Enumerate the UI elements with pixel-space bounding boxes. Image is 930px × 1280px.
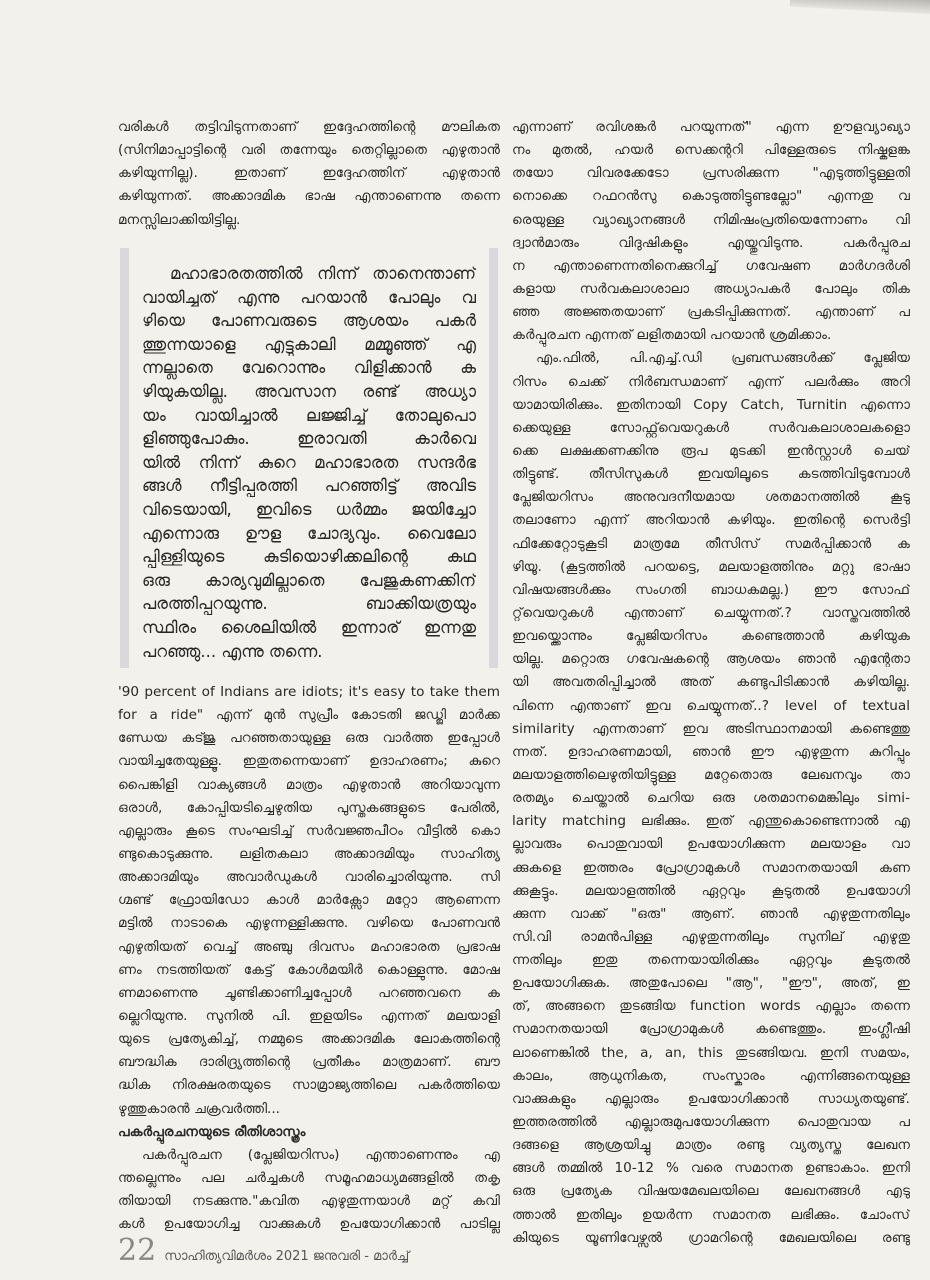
- text-line: യുടെ പ്രത്യേകിച്ച്, നമ്മുടെ അക്കാദമിക ലോകത്തിന്റെ: [118, 1031, 500, 1048]
- text-line: ദ്ധിക നിരക്ഷരതയുടെ സാമ്രാജ്യത്തിലെ പകർത്തിയെ: [118, 1077, 500, 1094]
- quote-line: പ്പിള്ളിയുടെ കുടിയൊഴിക്കലിന്റെ കഥ: [142, 547, 476, 567]
- text-line: എഴുതിയത് വെച്ച് അഞ്ചു ദിവസം മഹാഭാരത പ്രഭാഷ: [118, 938, 500, 955]
- text-line: എന്നാണ് രവിശങ്കർ പറയുന്നത്" എന്ന ഊളവ്യാഖ്യാ: [512, 119, 910, 135]
- text-line: ണം നടത്തിയത് കേട്ട് കോൾമയിർ കൊള്ളുന്നു. മോഷ: [118, 961, 500, 978]
- text-line: നം മുതൽ, ഹയർ സെക്കന്ററി പിള്ളേരുടെ നിഷ്കളങ്ക: [512, 142, 910, 159]
- text-line: കാലം, ആധുനികത, സംസ്കാരം എന്നിങ്ങനെയുള്ള: [512, 1067, 910, 1084]
- text-line: ഞ്ഞ അജ്ഞതയാണ് പ്രകടിപ്പിക്കുന്നത്. എന്താണ് പ: [512, 304, 910, 321]
- text-line: കിയുടെ യൂണിവേഴ്സൽ ഗ്രാമറിന്റെ മേഖലയിലെ രണ്ടു: [512, 1229, 910, 1246]
- quote-line: ന്നല്ലാതെ വേറൊന്നും വിളിക്കാൻ ക: [142, 358, 476, 378]
- text-line: വിഷയങ്ങൾക്കും സംഗതി ബാധകമല്ല.) ഈ സോഫ്: [512, 581, 910, 598]
- page-footer: [118, 1233, 410, 1268]
- text-line: ക്കെ ലക്ഷക്കണക്കിനു രൂപ മുടക്കി ഇൻസ്റ്റാൾ ചെയ്: [512, 442, 910, 459]
- text-line: പിന്നെ എന്താണ് ഇവ ചെയ്യുന്നത്..? level of textual: [512, 697, 910, 714]
- pull-quote-right-bar: [489, 248, 498, 668]
- text-line: മലയാളത്തിലെഴുതിയിട്ടുള്ള മറ്റേതൊരു ലേഖനവും താ: [512, 766, 910, 783]
- text-line: റ്റ്‌വെയറുകൾ എന്താണ് ചെയ്യുന്നത്.? വാസ്തവത്തിൽ: [512, 604, 910, 621]
- text-line: ക്കെയുള്ള സോഫ്റ്റ്‌വെയറുകൾ സർവകലാശാലകളൊ: [512, 419, 910, 436]
- text-line: കർപ്പുരചന എന്നത് ലളിതമായി പറയാൻ ശ്രമിക്കാം.: [512, 327, 832, 344]
- text-line: കഴിയുന്നില്ല). ഇതാണ് ഇദ്ദേഹത്തിന് എഴുതാൻ: [118, 165, 500, 182]
- text-line: റിസം ചെക്ക് നിർബന്ധമാണ് എന്ന് പലർക്കും അറി: [512, 373, 910, 390]
- text-line: ബൗദ്ധിക ദാരിദ്ര്യത്തിന്റെ പ്രതീകം മാത്രമാണ്. ബൗ: [118, 1054, 500, 1071]
- text-line: എല്ലാരും കൂടെ സംഘടിച്ച് സർവജ്ഞപീഠം വീട്ടിൽ കൊ: [118, 822, 500, 839]
- text-line: ത്താൽ ഇതിലും ഉയർന്ന സമാനത ലഭിക്കും. ചോംസ്: [512, 1206, 910, 1223]
- text-line: similarity എന്നതാണ് ഇവ അടിസ്ഥാനമായി കണ്ടെത്തു: [512, 720, 910, 737]
- text-line: മനസ്സിലാക്കിയിട്ടില്ല.: [118, 211, 241, 228]
- text-line: ദ്വാൻമാരും വിദുഷികളും എയ്തുവിടുന്നു. പകർപ്പുരച: [512, 234, 910, 251]
- left-column-intro: [118, 116, 500, 232]
- text-line: ഉപയോഗിക്കുക. അതുപോലെ "ആ", "ഈ", അത്, ഇ: [512, 975, 910, 992]
- text-line: ണ്ടുകൊടുക്കുന്നു. ലളിതകലാ അക്കാദമിയും സാഹിത്യ: [118, 845, 500, 862]
- quote-line: ഒരു കാര്യവുമില്ലാതെ പേജുകണക്കിന്: [142, 570, 476, 590]
- quote-line: സ്ഥിരം ശൈലിയിൽ ഇന്നാര് ഇന്നതു: [142, 617, 476, 637]
- text-line: ത്, അങ്ങനെ തുടങ്ങിയ function words എല്ലാം തന്നെ: [512, 998, 910, 1015]
- text-line: പകർപ്പുരചന (പ്ലേജിയറിസം) എന്താണെന്നും എ: [142, 1146, 500, 1163]
- text-line: രതമ്യം ചെയ്താൽ ചെറിയ ഒരു ശതമാനമെങ്കിലും simi-: [512, 790, 910, 807]
- quote-line: എന്നൊരു ഊള ചോദ്യവും. വൈലോ: [142, 523, 476, 543]
- text-line: നൊക്കെ റഫറൻസു കൊടുത്തിട്ടുണ്ടല്ലോ" എന്നതു വ: [512, 188, 910, 205]
- text-line: യാമായിരിക്കും. ഇതിനായി Copy Catch, Turnitin എന്നൊ: [512, 396, 910, 413]
- section-heading: പകർപ്പുരചനയുടെ രീതിശാസ്ത്രം: [118, 1123, 306, 1140]
- left-column-body: [118, 681, 500, 1236]
- text-line: തിട്ടുണ്ട്. തീസിസുകൾ ഇവയിലൂടെ കടത്തിവിടുമ്പോൾ: [512, 466, 910, 483]
- text-line: അക്കാദമിയും അവാർഡുകൾ വാരിച്ചൊരിയുന്നു. സി: [118, 869, 500, 886]
- text-line: ക്കുകളെ ഇത്തരം പ്രോഗ്രാമുകൾ സമാനതയായി കണ: [512, 859, 910, 876]
- quote-line: ങ്ങൾ നീട്ടിപ്പരത്തി പറഞ്ഞിട്ട് അവിട: [142, 476, 476, 496]
- text-line: ഴിയൂ. (കൂട്ടത്തിൽ പറയട്ടെ, മലയാളത്തിനും മറ്റു ഭാഷാ: [512, 558, 910, 575]
- text-line: ദങ്ങളെ ആശ്രയിച്ചു മാത്രം രണ്ടു വ്യത്യസ്ത ലേഖന: [512, 1137, 910, 1154]
- text-line: മട്ടിൽ നാടാകെ എഴുന്നള്ളിക്കുന്നു. വഴിയെ പോണവൻ: [118, 915, 500, 932]
- text-line: ലാണെങ്കിൽ the, a, an, this തുടങ്ങിയവ. ഇനി സമയം,: [512, 1044, 910, 1061]
- text-line: വായിച്ചതേയുള്ളൂ. ഇതുതന്നെയാണ് ഉദാഹരണം; കുറെ: [118, 753, 500, 770]
- text-line: യി അവതരിപ്പിച്ചാൽ അത് കണ്ടുപിടിക്കാൻ കഴിയില്ല.: [512, 674, 910, 691]
- text-line: തയോ വിവരക്കേടോ പ്രസരിക്കുന്ന "എടുത്തിട്ടുള്ളതി: [512, 165, 910, 182]
- quote-line: മഹാഭാരതത്തിൽ നിന്ന് താനെന്താണ്: [170, 264, 476, 283]
- text-line: തലാണോ എന്ന് അറിയാൻ കഴിയും. ഇതിന്റെ സെർട്ടി: [512, 512, 910, 529]
- text-line: ണ്ഡേയ കട്ജു പറഞ്ഞതായുള്ള ഒരു വാർത്ത ഇപ്പോൾ: [118, 730, 500, 747]
- text-line: larity matching ലഭിക്കും. ഇത് എന്തുകൊണ്ടെന്നാൽ എ: [512, 813, 910, 830]
- text-line: ഗ്മണ്ട് ഫ്രോയിഡോ കാൾ മാർക്സോ മറ്റോ ആണെന്ന: [118, 892, 500, 909]
- scan-edge-shadow: [790, 0, 930, 14]
- text-line: ന എന്താണെന്നതിനെക്കുറിച്ച് ഗവേഷണ മാർഗദർശി: [512, 257, 910, 274]
- text-line: '90 percent of Indians are idiots; it's easy to take them: [118, 684, 500, 700]
- quote-line: യം വായിച്ചാൽ ലജ്ജിച്ച് തോലുപൊ: [142, 405, 476, 425]
- right-column-body: [512, 116, 910, 1250]
- text-line: ന്നതിലും ഇതു തന്നെയായിരിക്കും ഏറ്റവും കൂടുതൽ: [512, 952, 910, 969]
- text-line: കളായ സർവകലാശാലാ അധ്യാപകർ പോലും തിക: [512, 280, 910, 297]
- text-line: പ്ലേജിയറിസം അനുവദനീയമായ ശതമാനത്തിൽ കൂടു: [512, 489, 910, 506]
- quote-line: ഴിയെ പോണവരുടെ ആശയം പകർ: [142, 311, 476, 331]
- text-line: തിയായി നടക്കുന്നു."കവിത എഴുതുന്നയാൾ മറ്റ് കവി: [118, 1193, 500, 1210]
- pull-quote-left-bar: [120, 248, 129, 668]
- text-line: for a ride" എന്ന് മുൻ സുപ്രീം കോടതി ജഡ്ജി മാർക്ക: [118, 707, 500, 724]
- magazine-issue: സാഹിത്യവിമർശം 2021 ജനുവരി - മാർച്ച്: [164, 1249, 410, 1264]
- text-line: പൈങ്കിളി വാക്യങ്ങൾ മാത്രം എഴുതാൻ അറിയാവുന്ന: [118, 776, 500, 793]
- text-line: യില്ല. മറ്റൊരു ഗവേഷകന്റെ ആശയം ഞാൻ എന്റേതാ: [512, 651, 910, 668]
- text-line: ക്കുകൂട്ടും. മലയാളത്തിൽ ഏറ്റവും കൂടുതൽ ഉപയോഗി: [512, 882, 910, 899]
- text-line: വാക്കുകളും എല്ലാരും ഉപയോഗിക്കാൻ സാധ്യതയുണ്ട്.: [512, 1090, 910, 1107]
- text-line: സമാനതയായി പ്രോഗ്രാമുകൾ കണ്ടെത്തും. ഇംഗ്ലീഷി: [512, 1021, 910, 1038]
- quote-line: പറഞ്ഞു... എന്നു തന്നെ.: [142, 641, 323, 661]
- text-line: രെയുള്ള വ്യാഖ്യാനങ്ങൾ നിമിഷംപ്രതിയെന്നോണം വി: [512, 211, 910, 228]
- text-line: കഴിയുന്നത്. അക്കാദമിക ഭാഷ എന്താണെന്നു തന്നെ: [118, 188, 500, 205]
- text-line: ഴുത്തുകാരൻ ചക്രവർത്തി...: [118, 1100, 281, 1117]
- pull-quote: [120, 248, 498, 668]
- quote-line: ത്തുന്നയാളെ എട്ടുകാലി മമ്മൂഞ്ഞ് എ: [142, 334, 476, 354]
- text-line: ക്കുന്ന വാക്ക് "ഒരു" ആണ്. ഞാൻ എഴുതുന്നതിലും: [512, 905, 910, 922]
- text-line: ങ്ങൾ തമ്മിൽ 10-12 % വരെ സമാനത ഉണ്ടാകാം. ഇനി: [512, 1160, 910, 1177]
- text-line: ഒരാൾ, കോപ്പിയടിച്ചെഴുതിയ പുസ്തകങ്ങളുടെ പേരിൽ,: [118, 799, 500, 816]
- quote-line: യിൽ നിന്ന് കുറെ മഹാഭാരത സന്ദർഭ: [142, 452, 476, 472]
- text-line: ഫിക്കേറ്റോടുകൂടി മാത്രമേ തീസിസ് സമർപ്പിക്കാൻ ക: [512, 535, 910, 552]
- text-line: ഒരു പ്രത്യേക വിഷയമേഖലയിലെ ലേഖനങ്ങൾ എടു: [512, 1183, 910, 1200]
- quote-line: ളിഞ്ഞുപോകും. ഇരാവതി കാർവെ: [142, 429, 476, 449]
- text-line: കൾ ഉപയോഗിച്ച വാക്കുകൾ ഉപയോഗിക്കാൻ പാടില്ല: [118, 1216, 500, 1233]
- text-line: സി.വി രാമൻപിള്ള എഴുതുന്നതിലും സുനില് എഴുതു: [512, 928, 910, 945]
- quote-line: വായിച്ചത് എന്നു പറയാൻ പോലും വ: [142, 287, 476, 307]
- text-line: (സിനിമാപ്പാട്ടിന്റെ വരി തന്നേയും തെറ്റില്ലാതെ എഴുതാൻ: [118, 142, 500, 159]
- text-line: എം.ഫിൽ, പി.എച്ച്.ഡി പ്രബന്ധങ്ങൾക്ക് പ്ലേജിയ: [536, 350, 910, 367]
- pull-quote-text: [142, 262, 476, 663]
- text-line: ന്തല്ലെന്നും പല ചർച്ചകൾ സമൂഹമാധ്യമങ്ങളിൽ തകൃ: [118, 1169, 500, 1186]
- quote-line: പരത്തിപ്പറയുന്നു. ബാക്കിയത്രയും: [142, 594, 476, 614]
- text-line: ല്ലെറിയുന്നു. സുനിൽ പി. ഇളയിടം എന്നത് മലയാളി: [118, 1007, 500, 1024]
- text-line: ഇവയ്ക്കൊന്നും പ്ലേജിയറിസം കണ്ടെത്താൻ കഴിയുക: [512, 628, 910, 645]
- quote-line: ഴിയുകയില്ല. അവസാന രണ്ട് അധ്യാ: [142, 381, 476, 401]
- text-line: ല്ലാവരും പൊതുവായി ഉപയോഗിക്കുന്ന മലയാളം വാ: [512, 836, 910, 853]
- page-number: 22: [118, 1233, 157, 1268]
- text-line: ണമാണെന്നു ചൂണ്ടിക്കാണിച്ചപ്പോൾ പറഞ്ഞവനെ ക: [118, 984, 500, 1001]
- text-line: വരികൾ തട്ടിവിടുന്നതാണ് ഇദ്ദേഹത്തിന്റെ മൗലികത: [118, 119, 500, 135]
- quote-line: വിടെയായി, ഇവിടെ ധർമ്മം ജയിച്ചോ: [142, 499, 476, 519]
- text-line: ന്നത്. ഉദാഹരണമായി, ഞാൻ ഈ എഴുതുന്ന കുറിപ്പും: [512, 743, 910, 760]
- text-line: ഇത്തരത്തിൽ എല്ലാരുമുപയോഗിക്കുന്ന പൊതുവായ പ: [512, 1114, 910, 1131]
